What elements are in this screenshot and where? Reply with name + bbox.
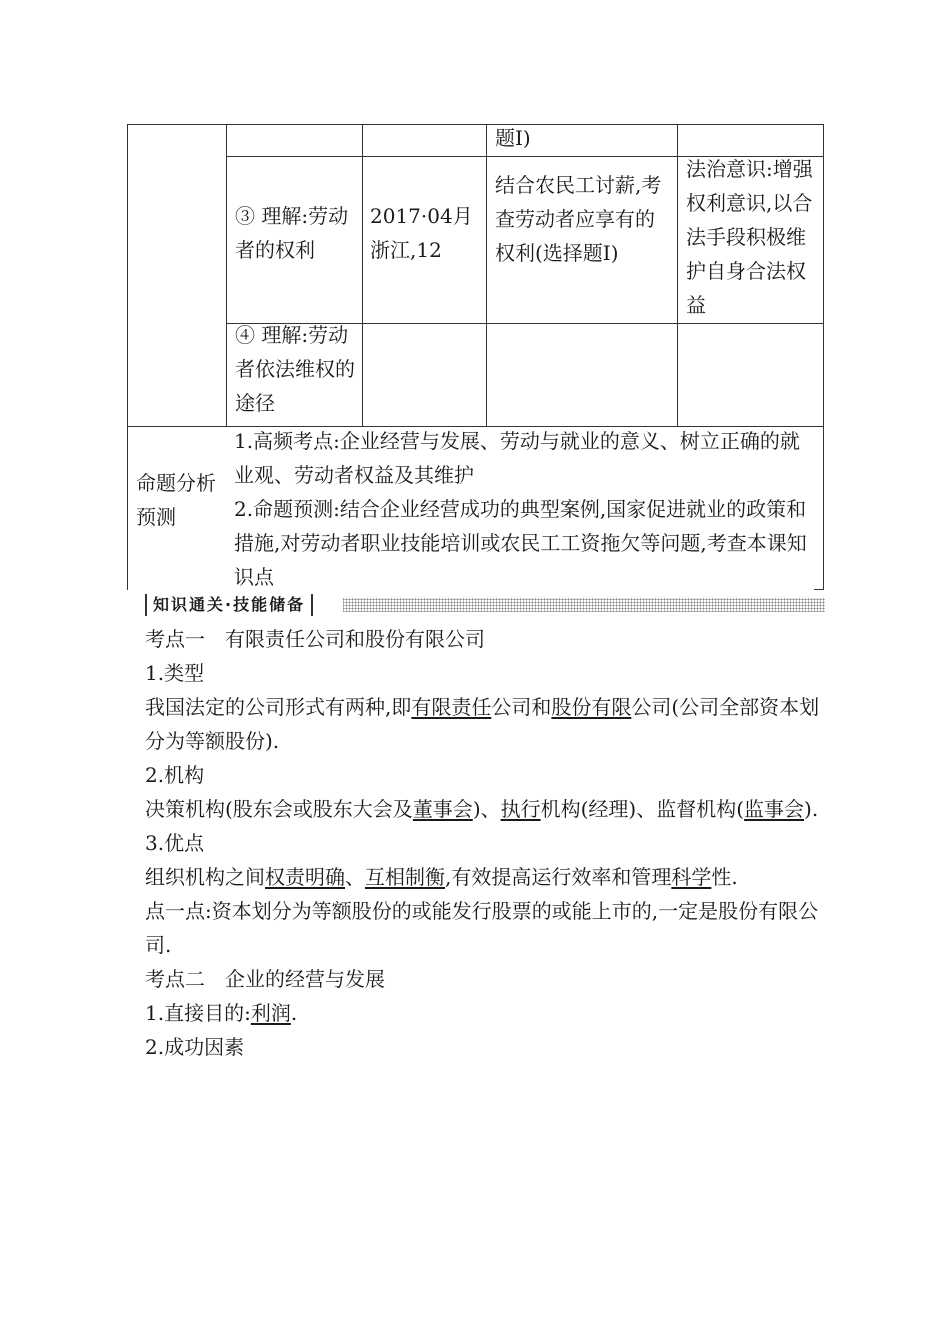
blank-answer: 监事会 [744,797,805,821]
blank-answer: 利润 [250,1001,291,1025]
table-cell-row3-col5: 法治意识:增强权利意识,以合法手段积极维护自身合法权益 [686,157,813,317]
table-cell-row4-col2: ④ 理解:劳动者依法维权的途径 [235,323,355,415]
subheading-type: 1.类型 [145,661,205,685]
blank-answer: 科学 [671,865,712,889]
tip-paragraph: 点一点:资本划分为等额股份的或能发行股票的或能上市的,一定是股份有限公司. [145,899,819,957]
paragraph-organization: 决策机构(股东会或股东大会及董事会)、执行机构(经理)、监督机构(监事会). [145,797,819,821]
blank-answer: 执行 [500,797,541,821]
blank-answer: 有限责任 [411,695,492,719]
analysis-line-2: 2.命题预测:结合企业经营成功的典型案例,国家促进就业的政策和措施,对劳动者职业技能培训或农民工工资拖欠等问题,考查本课知识点 [234,497,807,589]
subheading-advantages: 3.优点 [145,831,205,855]
blank-answer: 股份有限 [551,695,632,719]
analysis-content [234,424,816,594]
section-header-pattern [343,598,825,612]
blank-answer: 互相制衡 [365,865,445,889]
section-header-bar [145,594,825,616]
knowledge-content [145,622,825,1064]
paragraph-direct-purpose: 1.直接目的:利润. [145,1001,298,1025]
knowledge-point-1-title: 考点一 有限责任公司和股份有限公司 [145,627,485,651]
table-cell-row3-col3: 2017·04月浙江,12 [370,204,473,262]
analysis-label: 命题分析预测 [136,471,216,529]
knowledge-point-2-title: 考点二 企业的经营与发展 [145,967,385,991]
table-cell-row1-col4: 题Ⅰ) [495,126,531,150]
table-cell-row3-col4: 结合农民工讨薪,考查劳动者应享有的权利(选择题Ⅰ) [495,173,662,265]
paragraph-company-forms: 我国法定的公司形式有两种,即有限责任公司和股份有限公司(公司全部资本划分为等额股份). [145,695,820,753]
subheading-success-factors: 2.成功因素 [145,1035,245,1059]
paragraph-advantages: 组织机构之间权责明确、互相制衡,有效提高运行效率和管理科学性. [145,865,738,889]
exam-outline-table [127,124,824,590]
section-header-label: 知识通关·技能储备 [145,594,313,616]
blank-answer: 董事会 [412,797,473,821]
analysis-line-1: 1.高频考点:企业经营与发展、劳动与就业的意义、树立正确的就业观、劳动者权益及其维护 [234,429,800,487]
table-cell-row3-col2: ③ 理解:劳动者的权利 [235,204,349,262]
blank-answer: 权责明确 [265,865,345,889]
subheading-organization: 2.机构 [145,763,205,787]
